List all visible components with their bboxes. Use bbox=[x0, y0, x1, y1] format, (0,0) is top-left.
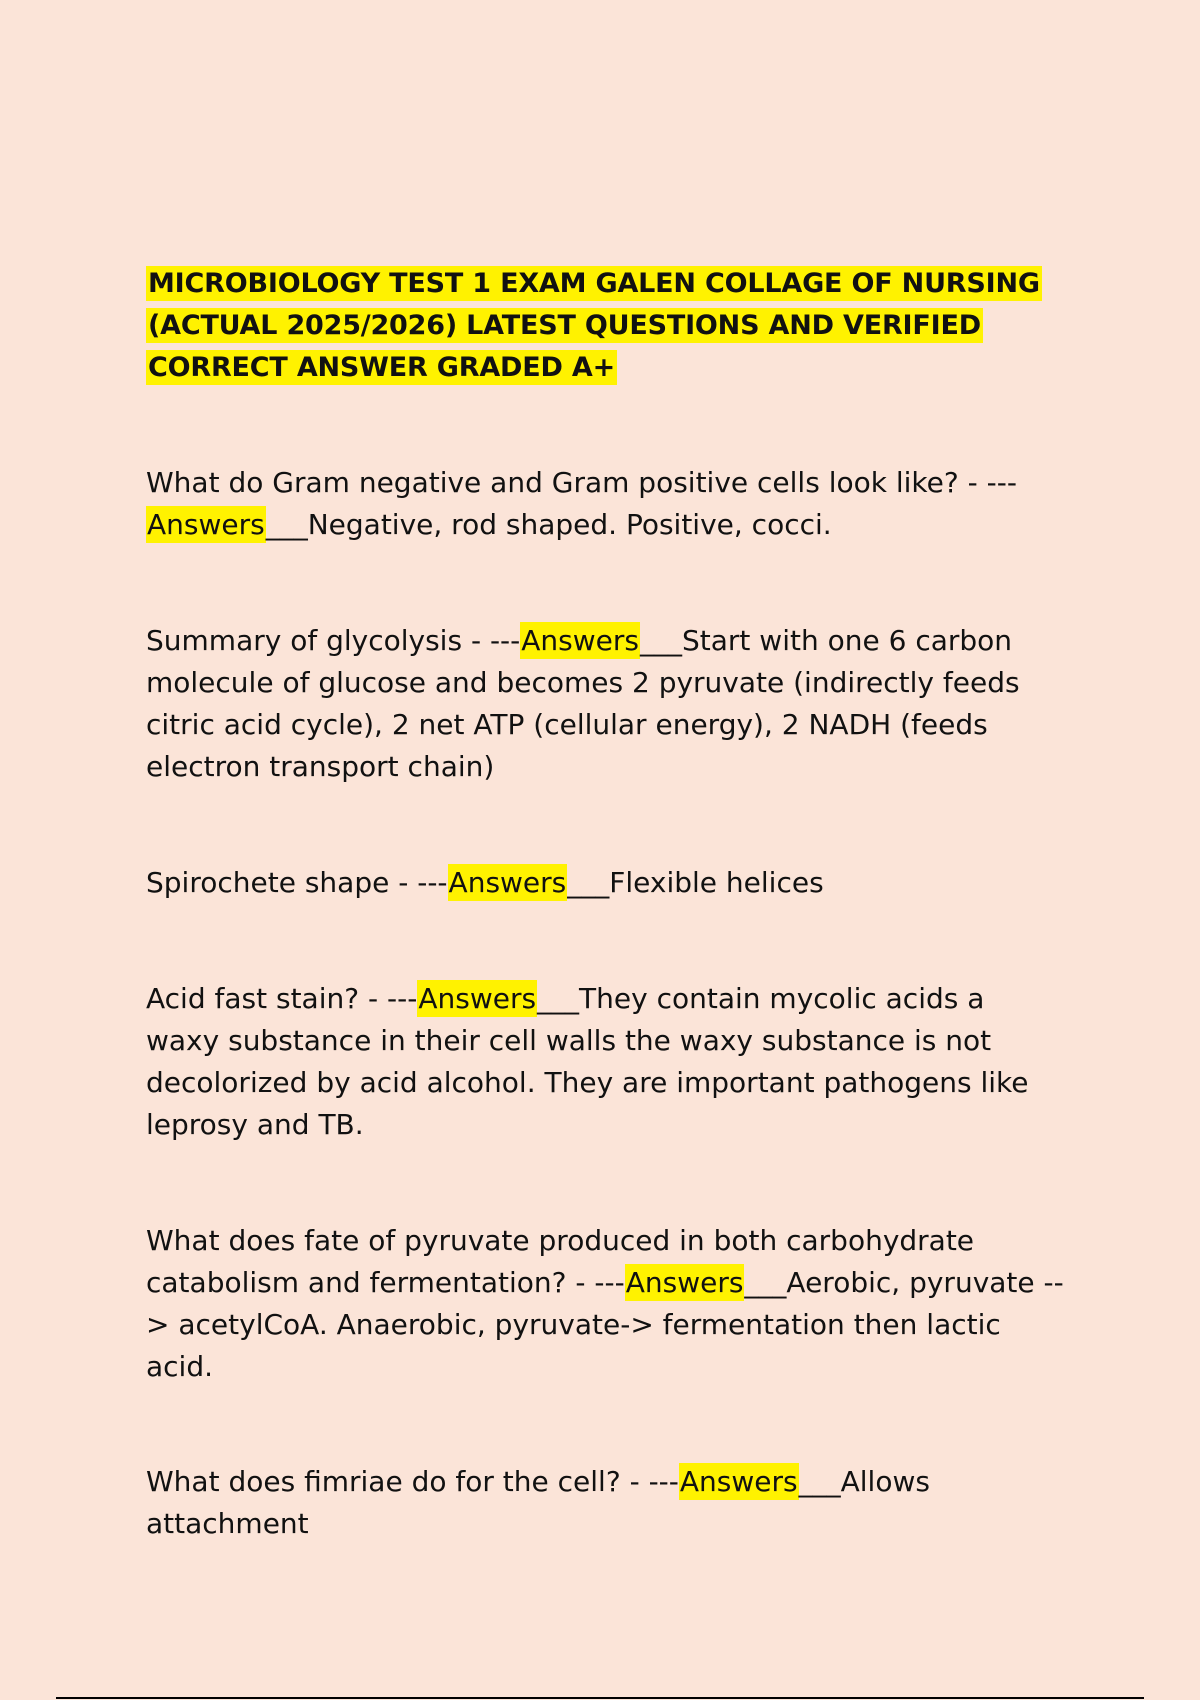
answers-label: Answers bbox=[521, 624, 639, 657]
qa-item-3 bbox=[146, 862, 1066, 904]
title-line-2: (ACTUAL 2025/2026) LATEST QUESTIONS AND VERIFIED bbox=[148, 310, 981, 341]
question-text: What does fate of pyruvate produced in both carbohydrate catabolism and fermentation? - --- bbox=[146, 1224, 975, 1299]
answers-label: Answers bbox=[147, 508, 265, 541]
answer-text: ___Flexible helices bbox=[567, 866, 824, 899]
answers-label: Answers bbox=[448, 866, 567, 899]
answer-text: ___They contain mycolic acids a waxy substance in their cell walls the waxy substance is not decolorized by acid alcohol. They are important pathogens like leprosy and TB. bbox=[146, 982, 1029, 1141]
bottom-divider bbox=[56, 1697, 1144, 1699]
question-text: What do Gram negative and Gram positive cells look like? - --- bbox=[146, 466, 1017, 499]
qa-item-1 bbox=[146, 462, 1066, 546]
answer-text: ___Allows attachment bbox=[146, 1465, 930, 1540]
answers-label: Answers bbox=[679, 1465, 798, 1498]
qa-item-5 bbox=[146, 1220, 1066, 1388]
title-line-3: CORRECT ANSWER GRADED A+ bbox=[148, 352, 616, 383]
answer-text: ___Negative, rod shaped. Positive, cocci. bbox=[265, 508, 832, 541]
question-text: What does fimriae do for the cell? - --- bbox=[146, 1465, 679, 1498]
answers-label: Answers bbox=[418, 982, 537, 1015]
question-text: Summary of glycolysis - --- bbox=[146, 624, 521, 657]
qa-item-6 bbox=[146, 1461, 1066, 1545]
answer-text: ___Aerobic, pyruvate --> acetylCoA. Anaerobic, pyruvate-> fermentation then lactic acid. bbox=[146, 1266, 1064, 1383]
question-text: Acid fast stain? - --- bbox=[146, 982, 418, 1015]
title-line-1: MICROBIOLOGY TEST 1 EXAM GALEN COLLAGE OF NURSING bbox=[148, 268, 1040, 299]
answer-text: ___Start with one 6 carbon molecule of glucose and becomes 2 pyruvate (indirectly feeds citric acid cycle), 2 net ATP (cellular energy), 2 NADH (feeds electron transport chain) bbox=[146, 624, 1020, 783]
answers-label: Answers bbox=[625, 1266, 744, 1299]
qa-item-2 bbox=[146, 620, 1066, 788]
qa-item-4 bbox=[146, 978, 1066, 1146]
question-text: Spirochete shape - --- bbox=[146, 866, 448, 899]
document-title bbox=[146, 263, 1066, 389]
